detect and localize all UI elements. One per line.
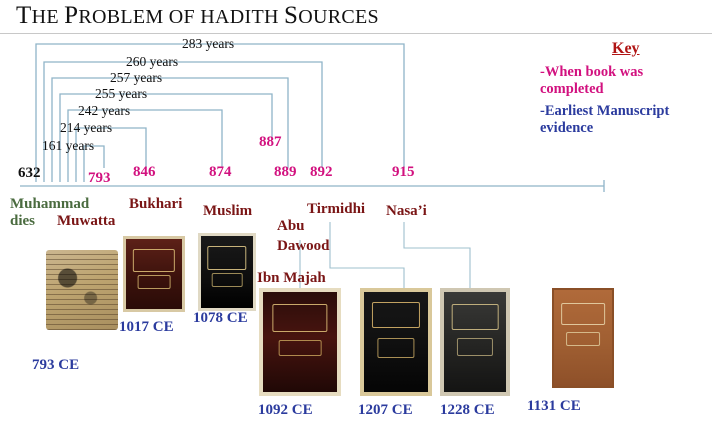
label-abu-dawood-line1: Abu — [277, 218, 305, 234]
ce-label-1207: 1207 CE — [358, 402, 413, 418]
key-item-completed: -When book was completed — [540, 64, 644, 97]
label-muwatta: Muwatta — [57, 213, 116, 229]
ce-label-1017: 1017 CE — [119, 319, 174, 335]
page-title-part-3: P — [64, 2, 79, 29]
book-image-nasai — [552, 288, 614, 388]
label-muhammad-dies-line2: dies — [10, 213, 36, 229]
book-image-tirmidhi — [440, 288, 510, 396]
timeline-year-874: 874 — [209, 164, 232, 180]
label-abu-dawood-line2: Dawood — [277, 238, 330, 254]
timeline-year-915: 915 — [392, 164, 415, 180]
ce-label-793: 793 CE — [32, 357, 80, 373]
gap-label-161: 161 years — [42, 138, 95, 153]
label-ibn-majah: Ibn Majah — [257, 270, 326, 286]
gap-label-255: 255 years — [95, 86, 148, 101]
page-title-part-4: ROBLEM OF HADITH — [78, 6, 285, 28]
manuscript-fragment-image — [46, 250, 118, 330]
page-title-part-6: OURCES — [298, 6, 379, 28]
ce-label-1092: 1092 CE — [258, 402, 313, 418]
key-item-manuscript: -Earliest Manuscript evidence — [540, 103, 670, 136]
timeline-year-887: 887 — [259, 134, 282, 150]
timeline-year-793: 793 — [88, 170, 111, 186]
page-title-part-1: T — [16, 2, 32, 29]
label-tirmidhi: Tirmidhi — [307, 201, 366, 217]
label-muslim: Muslim — [203, 203, 253, 219]
timeline-year-632: 632 — [18, 165, 41, 181]
gap-label-214: 214 years — [60, 120, 113, 135]
gap-label-257: 257 years — [110, 70, 163, 85]
title-divider — [0, 33, 712, 34]
ce-label-1228: 1228 CE — [440, 402, 495, 418]
label-nasai: Nasa’i — [386, 203, 427, 219]
timeline-year-889: 889 — [274, 164, 297, 180]
gap-label-283: 283 years — [182, 36, 235, 51]
gap-label-242: 242 years — [78, 103, 131, 118]
book-image-muslim — [198, 233, 256, 311]
book-image-abu-dawood — [360, 288, 432, 396]
label-bukhari: Bukhari — [129, 196, 183, 212]
timeline-year-846: 846 — [133, 164, 156, 180]
title-bar — [0, 0, 712, 32]
timeline-year-892: 892 — [310, 164, 333, 180]
book-image-ibn-majah — [259, 288, 341, 396]
book-image-bukhari — [123, 236, 185, 312]
gap-label-260: 260 years — [126, 54, 179, 69]
label-muhammad-dies-line1: Muhammad — [10, 196, 90, 212]
ce-label-1131: 1131 CE — [527, 398, 581, 414]
page-title-part-2: HE — [31, 6, 65, 28]
page-title-part-5: S — [284, 2, 299, 29]
page-title — [16, 2, 379, 30]
key-heading: Key — [612, 40, 640, 57]
ce-label-1078: 1078 CE — [193, 310, 248, 326]
